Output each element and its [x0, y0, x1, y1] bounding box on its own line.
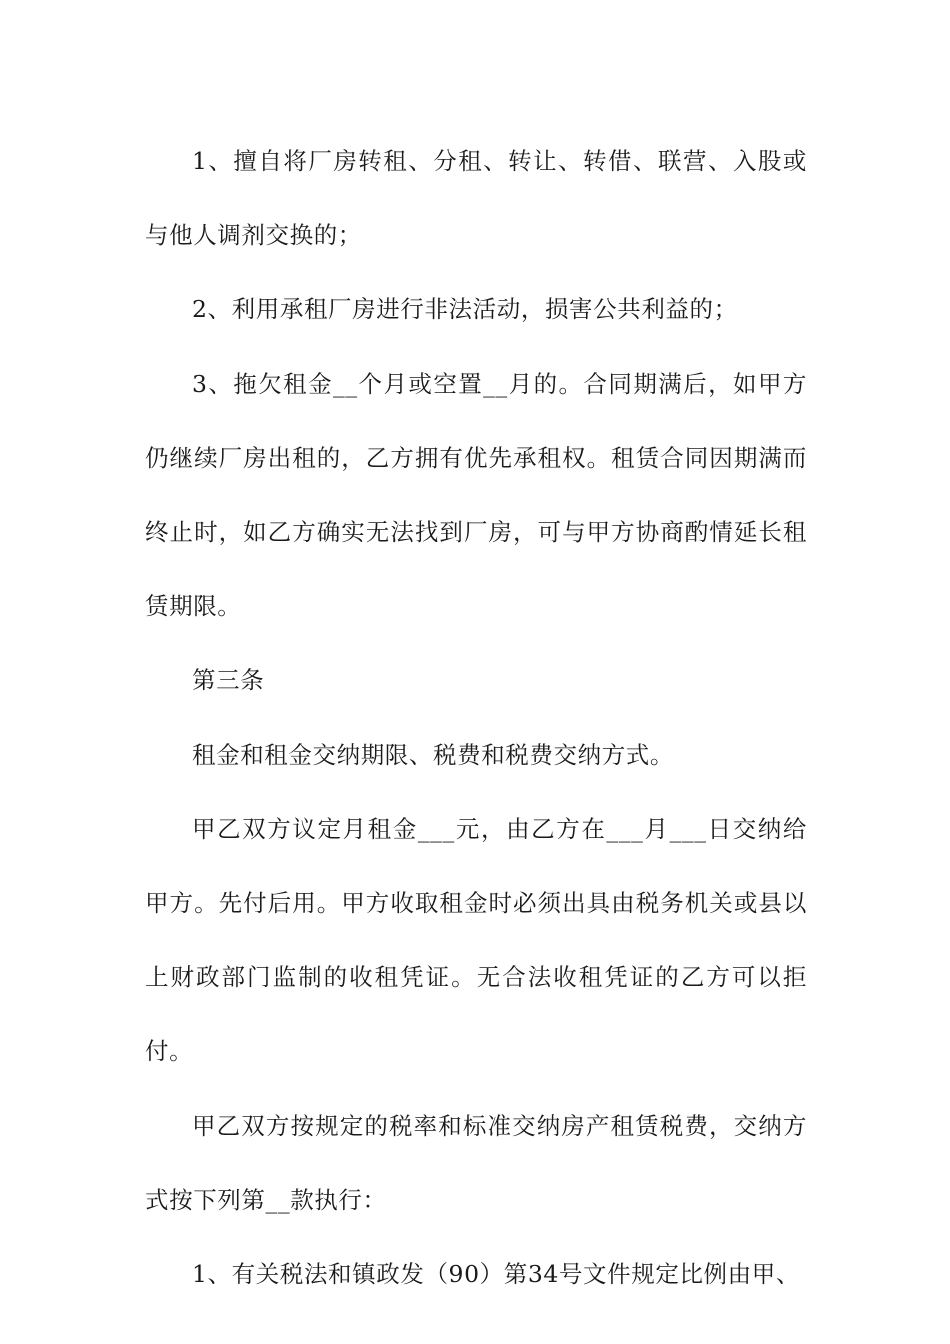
article-heading: 第三条: [192, 666, 265, 695]
paragraph-rent-terms: 甲乙双方议定月租金___元，由乙方在___月___日交纳给甲方。先付后用。甲方收取租金时必须出具由税务机关或县以上财政部门监制的收租凭证。无合法收租凭证的乙方可以拒付。: [145, 814, 807, 1066]
paragraph-clause-1: 1、擅自将厂房转租、分租、转让、转借、联营、入股或与他人调剂交换的；: [145, 147, 807, 250]
article-subject: 租金和租金交纳期限、税费和税费交纳方式。: [192, 740, 674, 769]
paragraph-tax-terms: 甲乙双方按规定的税率和标准交纳房产租赁税费，交纳方式按下列第__款执行：: [145, 1111, 807, 1214]
document-body: [145, 124, 807, 1311]
paragraph-clause-3: 3、拖欠租金__个月或空置__月的。合同期满后，如甲方仍继续厂房出租的，乙方拥有优先承租权。租赁合同因期满而终止时，如乙方确实无法找到厂房，可与甲方协商酌情延长租赁期限。: [145, 369, 807, 621]
paragraph-clause-2: 2、利用承租厂房进行非法活动，损害公共利益的；: [192, 295, 738, 324]
paragraph-tax-clause-1: 1、有关税法和镇政发（90）第34号文件规定比例由甲、: [192, 1260, 800, 1289]
